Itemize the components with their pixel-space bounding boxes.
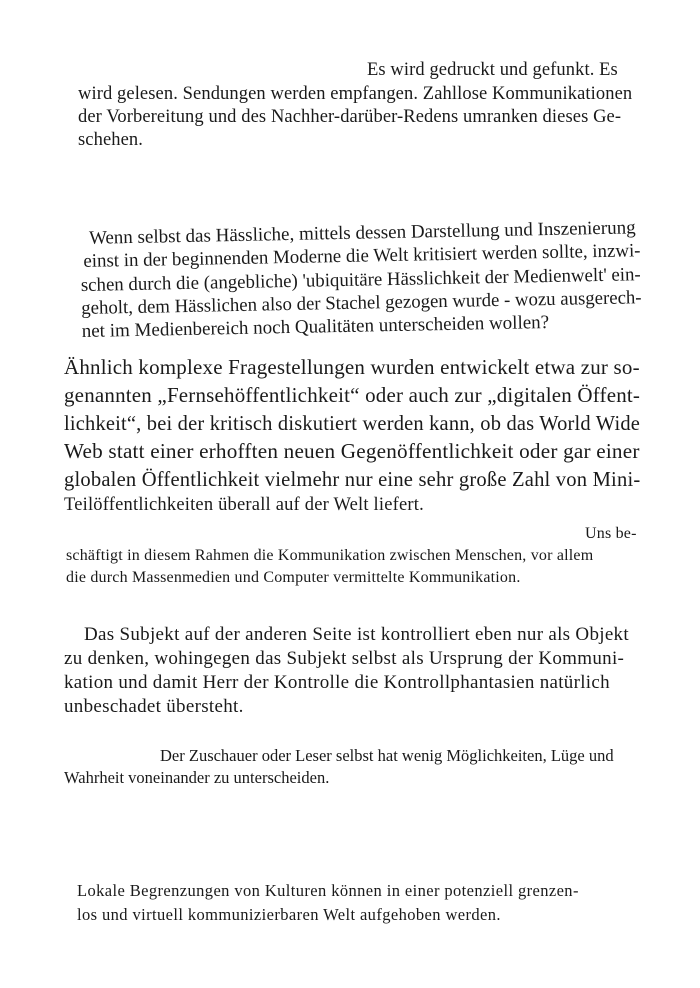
text-line: zu denken, wohingegen das Subjekt selbst als Ursprung der Kommuni-	[64, 648, 625, 669]
text-line: Wenn selbst das Hässliche, mittels dessen Darstellung und Inszenierung	[88, 217, 636, 249]
text-line: Web statt einer erhofften neuen Gegenöffentlichkeit oder gar einer	[64, 439, 640, 463]
text-line: schehen.	[78, 130, 144, 150]
text-line: lichkeit“, bei der kritisch diskutiert werden kann, ob das World Wide	[64, 411, 641, 435]
text-line: Teilöffentlichkeiten überall auf der Welt liefert.	[64, 495, 424, 515]
text-line: kation und damit Herr der Kontrolle die Kontrollphantasien natürlich	[64, 672, 610, 693]
text-line: Es wird gedruckt und gefunkt. Es	[367, 60, 618, 80]
text-line: Der Zuschauer oder Leser selbst hat wenig Möglichkeiten, Lüge und	[160, 746, 614, 765]
text-line: geholt, dem Hässlichen also der Stachel gezogen wurde - wozu ausgerech-	[81, 287, 642, 319]
text-line: unbeschadet übersteht.	[64, 696, 244, 717]
text-line: schäftigt in diesem Rahmen die Kommunikation zwischen Menschen, vor allem	[66, 547, 594, 564]
text-line: die durch Massenmedien und Computer vermittelte Kommunikation.	[66, 569, 521, 586]
text-line: Ähnlich komplexe Fragestellungen wurden entwickelt etwa zur so-	[64, 355, 640, 379]
text-line: globalen Öffentlichkeit vielmehr nur eine sehr große Zahl von Mini-	[64, 467, 641, 491]
text-line: einst in der beginnenden Moderne die Welt kritisiert werden sollte, inzwi-	[83, 240, 641, 272]
text-line: der Vorbereitung und des Nachher-darüber-Redens umranken dieses Ge-	[78, 107, 622, 127]
text-line: los und virtuell kommunizierbaren Welt aufgehoben werden.	[77, 905, 501, 924]
text-line: Das Subjekt auf der anderen Seite ist kontrolliert eben nur als Objekt	[84, 624, 629, 645]
text-line: Wahrheit voneinander zu unterscheiden.	[64, 768, 330, 787]
text-line: wird gelesen. Sendungen werden empfangen. Zahllose Kommunikationen	[78, 84, 633, 104]
text-line: Uns be-	[585, 525, 637, 542]
text-block-2	[0, 0, 700, 342]
text-line: Lokale Begrenzungen von Kulturen können in einer potenziell grenzen-	[77, 881, 579, 900]
text-line: net im Medienbereich noch Qualitäten unterscheiden wollen?	[81, 312, 550, 342]
text-line: genannten „Fernsehöffentlichkeit“ oder auch zur „digitalen Öffent-	[64, 383, 641, 407]
text-line: schen durch die (angebliche) 'ubiquitäre Hässlichkeit der Medienwelt' ein-	[80, 264, 641, 296]
